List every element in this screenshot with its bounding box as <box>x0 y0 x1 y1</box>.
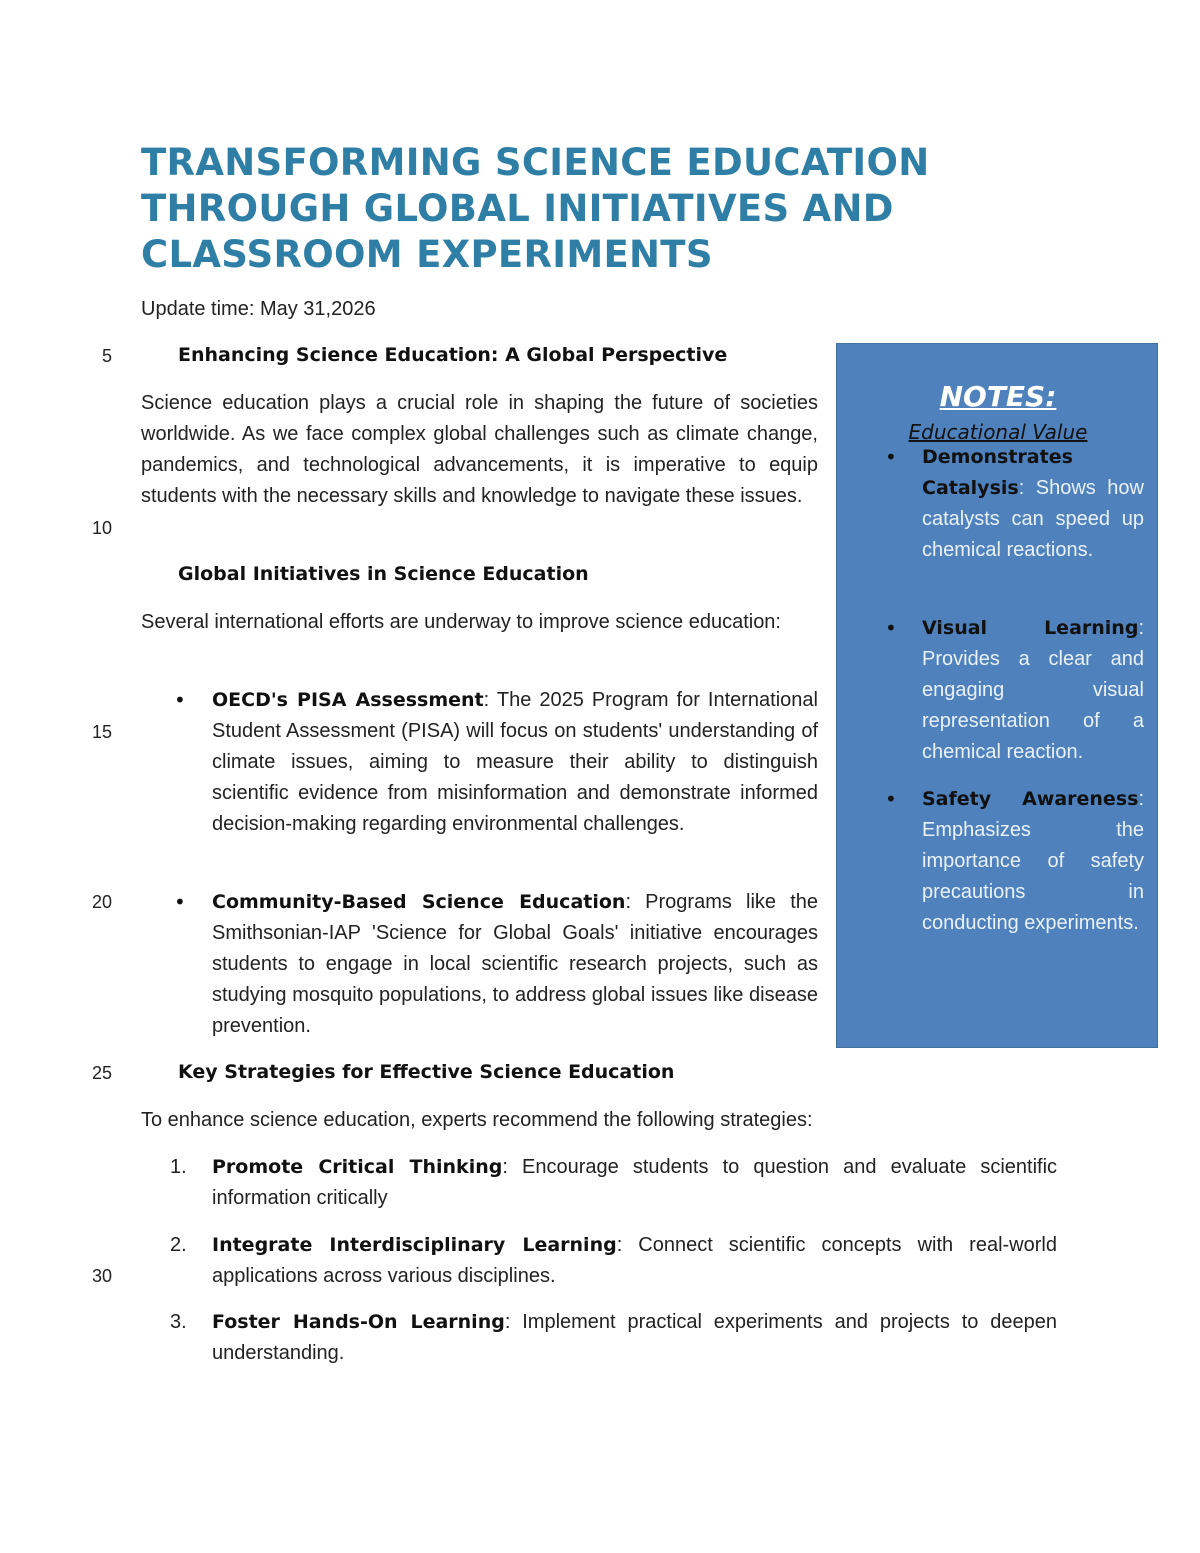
line-number: 15 <box>91 722 112 742</box>
note-text: : Provides a clear and engaging visual representation of a chemical reaction. <box>922 617 1144 763</box>
line-number: 20 <box>91 892 112 912</box>
list-number: 3. <box>170 1311 187 1333</box>
document-title: TRANSFORMING SCIENCE EDUCATION THROUGH GLOBAL INITIATIVES AND CLASSROOM EXPERIMENTS <box>141 141 930 276</box>
note-text: : Emphasizes the importance of safety precautions in conducting experiments. <box>922 788 1144 934</box>
list-number: 2. <box>170 1234 187 1256</box>
section-heading-global-perspective: Enhancing Science Education: A Global Perspective <box>178 344 728 366</box>
note-text: : Shows how catalysts can speed up chemical reactions. <box>922 477 1144 561</box>
section-intro: Several international efforts are underway to improve science education: <box>141 611 781 633</box>
list-term: Integrate Interdisciplinary Learning <box>212 1234 617 1256</box>
line-number: 5 <box>101 346 112 366</box>
note-term: Demonstrates Catalysis <box>922 446 1073 499</box>
list-text: : Encourage students to question and evaluate scientific information critically <box>212 1156 1058 1209</box>
bullet-icon: • <box>885 445 897 469</box>
list-term: Promote Critical Thinking <box>212 1156 503 1178</box>
list-item <box>212 1152 1057 1214</box>
bullet-icon: • <box>885 787 897 811</box>
bullet-text: : The 2025 Program for International Student Assessment (PISA) will focus on students' understanding of climate issues, aiming to measure their ability to distinguish scientific evidence from misinformation and demonstrate informed decision-making regarding environmental challenges. <box>212 689 818 835</box>
line-number: 10 <box>91 518 112 538</box>
note-item <box>922 784 1144 939</box>
list-item <box>212 1307 1057 1369</box>
update-time: Update time: May 31,2026 <box>141 298 376 320</box>
note-term: Safety Awareness <box>922 788 1139 810</box>
notes-title: NOTES: <box>939 380 1057 413</box>
line-number: 30 <box>91 1266 112 1286</box>
notes-sidebar <box>836 343 1158 1048</box>
bullet-term: Community-Based Science Education <box>212 891 626 913</box>
section-heading-key-strategies: Key Strategies for Effective Science Education <box>178 1061 675 1083</box>
section-heading-global-initiatives: Global Initiatives in Science Education <box>178 563 589 585</box>
bullet-item <box>212 887 818 1042</box>
bullet-item <box>212 685 818 840</box>
note-item <box>922 613 1144 768</box>
bullet-text: : Programs like the Smithsonian-IAP 'Science for Global Goals' initiative encourages students to engage in local scientific research projects, such as studying mosquito populations, to address global issues like disease prevention. <box>212 891 819 1037</box>
section-intro: To enhance science education, experts recommend the following strategies: <box>141 1109 813 1131</box>
note-term: Visual Learning <box>922 617 1139 639</box>
bullet-icon: • <box>174 688 186 712</box>
list-number: 1. <box>170 1156 187 1178</box>
list-item <box>212 1230 1057 1292</box>
note-item <box>922 442 1144 566</box>
bullet-term: OECD's PISA Assessment <box>212 689 484 711</box>
list-text: : Implement practical experiments and projects to deepen understanding. <box>212 1311 1058 1364</box>
list-term: Foster Hands-On Learning <box>212 1311 505 1333</box>
line-number: 25 <box>91 1063 112 1083</box>
bullet-icon: • <box>885 616 897 640</box>
bullet-icon: • <box>174 890 186 914</box>
section-paragraph: Science education plays a crucial role in shaping the future of societies worldwide. As we face complex global challenges such as climate change, pandemics, and technological advancements, it is imperative to equip students with the necessary skills and knowledge to navigate these issues. <box>141 392 818 507</box>
list-text: : Connect scientific concepts with real-world applications across various disciplines. <box>212 1234 1057 1287</box>
notes-subtitle: Educational Value <box>908 420 1088 444</box>
